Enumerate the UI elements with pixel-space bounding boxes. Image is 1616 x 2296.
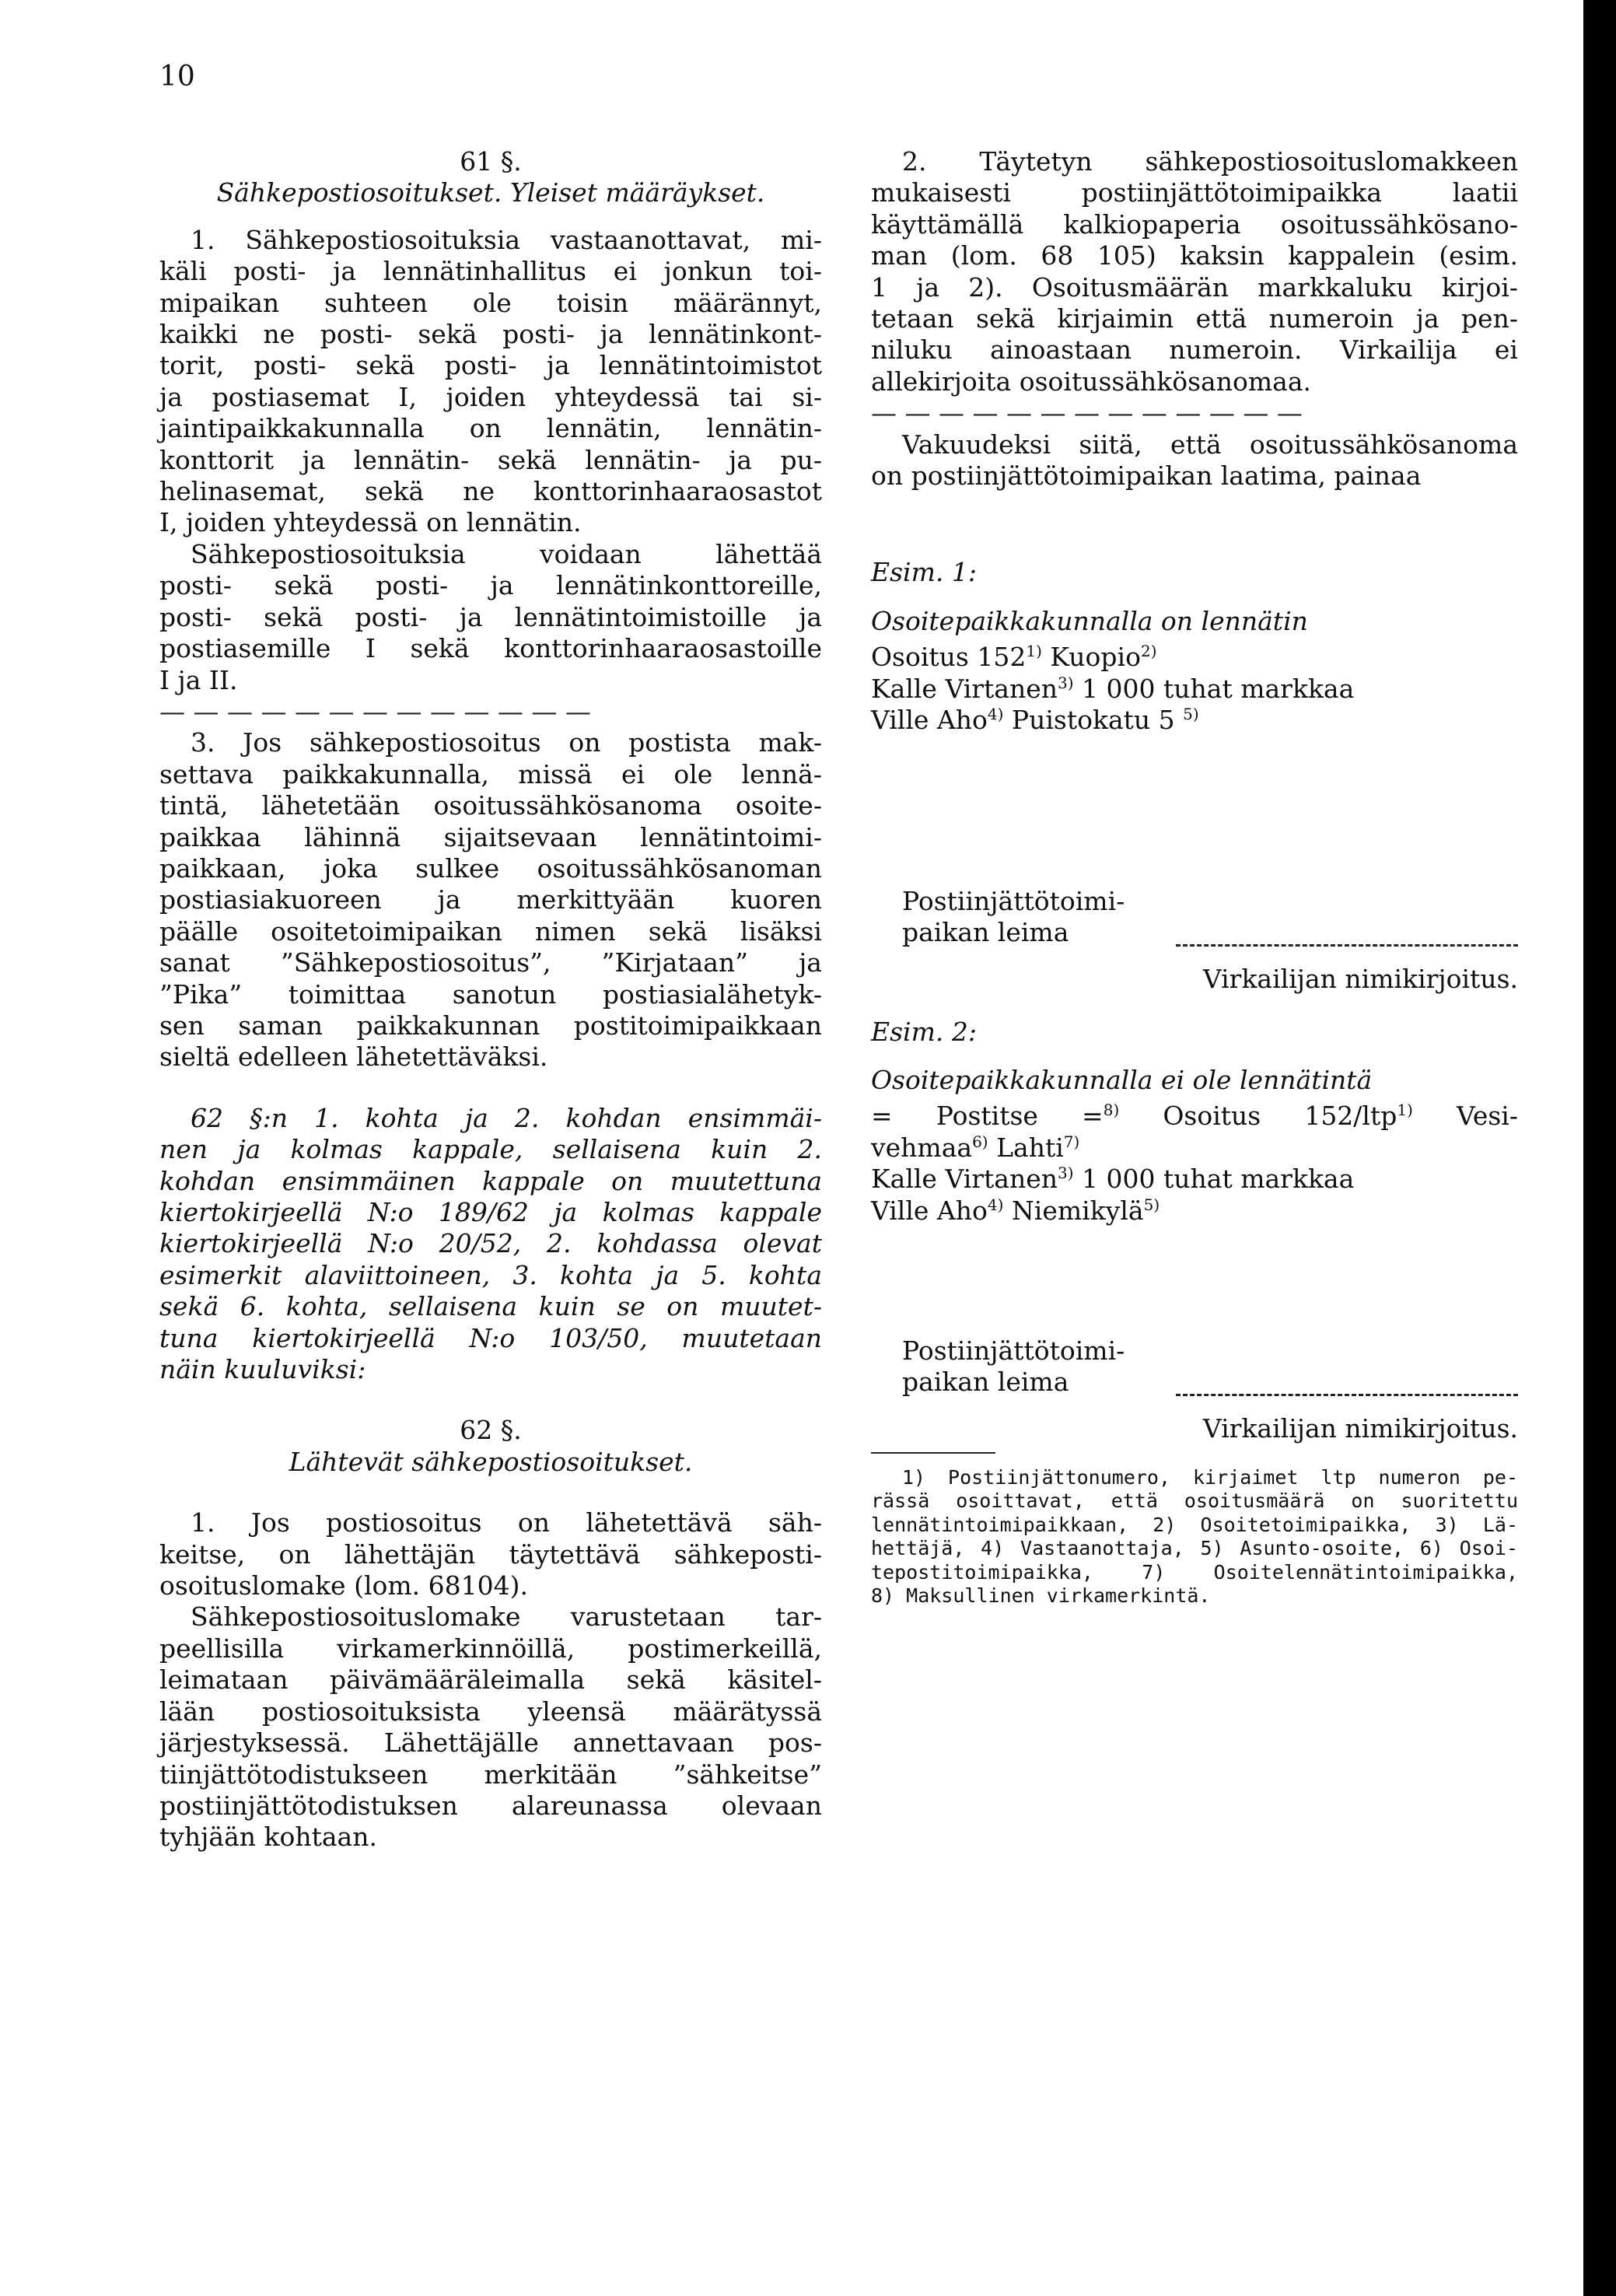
text-line: tiinjättötodistukseen merkitään ”sähkeitse”: [159, 1759, 822, 1790]
example-2-heading: Osoitepaikkakunnalla ei ole lennätintä: [871, 1064, 1373, 1095]
text-line: lennätintoimipaikkaan, 2) Osoitetoimipaikka, 3) Lä-: [871, 1513, 1518, 1536]
signature-line: [1176, 944, 1518, 947]
footnote-rule: [871, 1452, 995, 1454]
signature-caption-2: Virkailijan nimikirjoitus.: [1202, 1412, 1518, 1444]
text-line: mipaikan suhteen ole toisin määrännyt,: [159, 287, 822, 318]
text-line: settava paikkakunnalla, missä ei ole lennä-: [159, 758, 822, 789]
text-line: 1 ja 2). Osoitusmäärän markkaluku kirjoi-: [871, 271, 1518, 303]
text-line: 2. Täytetyn sähkepostiosoituslomakkeen: [902, 146, 1518, 177]
signature-line-2: [1176, 1394, 1518, 1396]
text-line: ja postiasemat I, joiden yhteydessä tai si-: [159, 381, 822, 412]
text-line: sen saman paikkakunnan postitoimipaikkaan: [159, 1010, 822, 1041]
stamp-label-2: Postiinjättötoimi- paikan leima: [902, 1335, 1125, 1397]
footnotes: [871, 1466, 1518, 1608]
text-line: postiinjättötodistuksen alareunassa olevaan: [159, 1790, 822, 1821]
text-line: paikkaan, joka sulkee osoitussähkösanoman: [159, 852, 822, 884]
text-line: Sähkepostiosoituslomake varustetaan tar-: [191, 1601, 822, 1633]
text-line: keitse, on lähettäjän täytettävä sähkeposti-: [159, 1538, 822, 1570]
text-line: jaintipaikkakunnalla on lennätin, lennätin-: [159, 413, 822, 444]
text-line: sanat ”Sähkepostiosoitus”, ”Kirjataan” ja: [159, 947, 822, 978]
text-line: kaikki ne posti- sekä posti- ja lennätinkont-: [159, 319, 822, 350]
text-line: helinasemat, sekä ne konttorinhaaraosastot: [159, 476, 822, 507]
text-line: sieltä edelleen lähetettäväksi.: [159, 1041, 548, 1073]
text-line: tuna kiertokirjeellä N:o 103/50, muutetaan: [159, 1322, 822, 1353]
text-line: postiasiakuoreen ja merkittyään kuoren: [159, 884, 822, 915]
section-61-subtitle: Sähkepostiosoitukset. Yleiset määräykset.: [216, 177, 765, 208]
text-line: 1. Sähkepostiosoituksia vastaanottavat, mi-: [191, 224, 822, 255]
text-line: näin kuuluviksi:: [159, 1354, 366, 1385]
paragraph-62-2: [871, 146, 1518, 397]
text-line: 3. Jos sähkepostiosoitus on postista mak-: [191, 727, 822, 758]
text-line: tyhjään kohtaan.: [159, 1822, 377, 1853]
stamp-label: Postiinjättötoimi- paikan leima: [902, 885, 1125, 947]
text-line: torit, posti- sekä posti- ja lennätintoimistot: [159, 350, 822, 381]
text-line: esimerkit alaviittoineen, 3. kohta ja 5. kohta: [159, 1259, 822, 1290]
section-61-title: 61 §.: [460, 146, 522, 177]
text-line: posti- sekä posti- ja lennätintoimistoille ja: [159, 601, 822, 632]
section-62-title: 62 §.: [460, 1415, 522, 1446]
text-line: sekä 6. kohta, sellaisena kuin se on muutet-: [159, 1291, 822, 1322]
omission-dashes: — — — — — — — — — — — — —: [159, 695, 591, 726]
text-line: tintä, lähetetään osoitussähkösanoma osoite-: [159, 790, 822, 821]
example-1-label: Esim. 1:: [871, 557, 977, 588]
example-1-line-2: Kalle Virtanen$^{3)}$ 1 000 tuhat markkaa: [871, 673, 1355, 704]
page-number: 10: [159, 61, 195, 93]
text-line: posti- sekä posti- ja lennätinkonttoreille,: [159, 570, 822, 601]
example-1-line-1: Osoitus 152$^{1)}$ Kuopio$^{2)}$: [871, 642, 1157, 673]
omission-dashes-right: — — — — — — — — — — — — —: [871, 397, 1303, 429]
text-line: konttorit ja lennätin- sekä lennätin- ja pu-: [159, 444, 822, 475]
text-line: osoituslomake (lom. 68104).: [159, 1570, 528, 1601]
example-2-line-4: Ville Aho$^{4)}$ Niemikylä$^{5)}$: [871, 1195, 1160, 1226]
text-line: hettäjä, 4) Vastaanottaja, 5) Asunto-osoite, 6) Osoi-: [871, 1537, 1518, 1560]
signature-caption: Virkailijan nimikirjoitus.: [1202, 963, 1518, 994]
paragraph-62-2b: [871, 429, 1518, 492]
text-line: 8) Maksullinen virkamerkintä.: [871, 1584, 1211, 1608]
text-line: 1) Postiinjättonumero, kirjaimet ltp numeron pe-: [902, 1465, 1518, 1489]
text-line: 62 §:n 1. kohta ja 2. kohdan ensimmäi-: [191, 1102, 822, 1133]
text-line: kiertokirjeellä N:o 20/52, 2. kohdassa olevat: [159, 1228, 822, 1259]
text-line: käyttämällä kalkiopaperia osoitussähkösano-: [871, 208, 1518, 240]
paragraph-61-1: [159, 225, 822, 539]
stamp-signature-block-2: [871, 1335, 1518, 1444]
text-line: man (lom. 68 105) kaksin kappalein (esim.: [871, 240, 1518, 271]
text-line: leimataan päivämääräleimalla sekä käsitel-: [159, 1664, 822, 1696]
text-line: allekirjoita osoitussähkösanomaa.: [871, 366, 1311, 397]
paragraph-61-1b: [159, 539, 822, 696]
text-line: järjestyksessä. Lähettäjälle annettavaan pos-: [159, 1727, 822, 1759]
paragraph-62-1: [159, 1507, 822, 1601]
example-2-line-3: Kalle Virtanen$^{3)}$ 1 000 tuhat markkaa: [871, 1164, 1355, 1195]
text-line: käli posti- ja lennätinhallitus ei jonkun toi-: [159, 256, 822, 287]
text-line: tepostitoimipaikka, 7) Osoitelennätintoimipaikka,: [871, 1560, 1518, 1584]
text-line: 1. Jos postiosoitus on lähetettävä säh-: [191, 1507, 822, 1538]
text-line: on postiinjättötoimipaikan laatima, painaa: [871, 460, 1422, 492]
example-1-heading: Osoitepaikkakunnalla on lennätin: [871, 605, 1308, 636]
example-2-label: Esim. 2:: [871, 1016, 977, 1047]
right-column: [871, 146, 1518, 1608]
text-line: tetaan sekä kirjaimin että numeroin ja pen-: [871, 303, 1518, 334]
text-line: kiertokirjeellä N:o 189/62 ja kolmas kappale: [159, 1197, 822, 1227]
text-line: I ja II.: [159, 664, 238, 695]
text-line: Vakuudeksi siitä, että osoitussähkösanoma: [902, 429, 1518, 460]
text-line: postiasemille I sekä konttorinhaaraosastoille: [159, 633, 822, 664]
text-line: peellisilla virkamerkinnöillä, postimerkeillä,: [159, 1633, 822, 1664]
text-line: nen ja kolmas kappale, sellaisena kuin 2.: [159, 1134, 822, 1165]
text-line: paikkaa lähinnä sijaitsevaan lennätintoimi-: [159, 821, 822, 852]
paragraph-61-3: [159, 727, 822, 1073]
text-line: rässä osoittavat, että osoitusmäärä on suoritettu: [871, 1489, 1518, 1513]
text-line: I, joiden yhteydessä on lennätin.: [159, 507, 582, 538]
example-2-line-2: vehmaa$^{6)}$ Lahti$^{7)}$: [871, 1132, 1080, 1163]
text-line: päälle osoitetoimipaikan nimen sekä lisäksi: [159, 915, 822, 947]
text-line: Sähkepostiosoituksia voidaan lähettää: [191, 538, 822, 569]
text-line: mukaisesti postiinjättötoimipaikka laatii: [871, 177, 1518, 208]
example-1-line-3: Ville Aho$^{4)}$ Puistokatu 5 $^{5)}$: [871, 705, 1199, 736]
amendment-note: [159, 1103, 822, 1386]
stamp-signature-block-1: [871, 886, 1518, 995]
section-62-subtitle: Lähtevät sähkepostiosoitukset.: [289, 1446, 693, 1477]
example-2-line-1: = Postitse =$^{8)}$ Osoitus 152/ltp$^{1)}$ Vesi-: [871, 1101, 1518, 1132]
text-line: kohdan ensimmäinen kappale on muutettuna: [159, 1165, 822, 1196]
text-line: niluku ainoastaan numeroin. Virkailija ei: [871, 334, 1518, 366]
text-line: lään postiosoituksista yleensä määrätyssä: [159, 1696, 822, 1727]
text-line: ”Pika” toimittaa sanotun postiasialähetyk-: [159, 978, 822, 1010]
left-column: [159, 146, 822, 1853]
paragraph-62-1b: [159, 1601, 822, 1853]
